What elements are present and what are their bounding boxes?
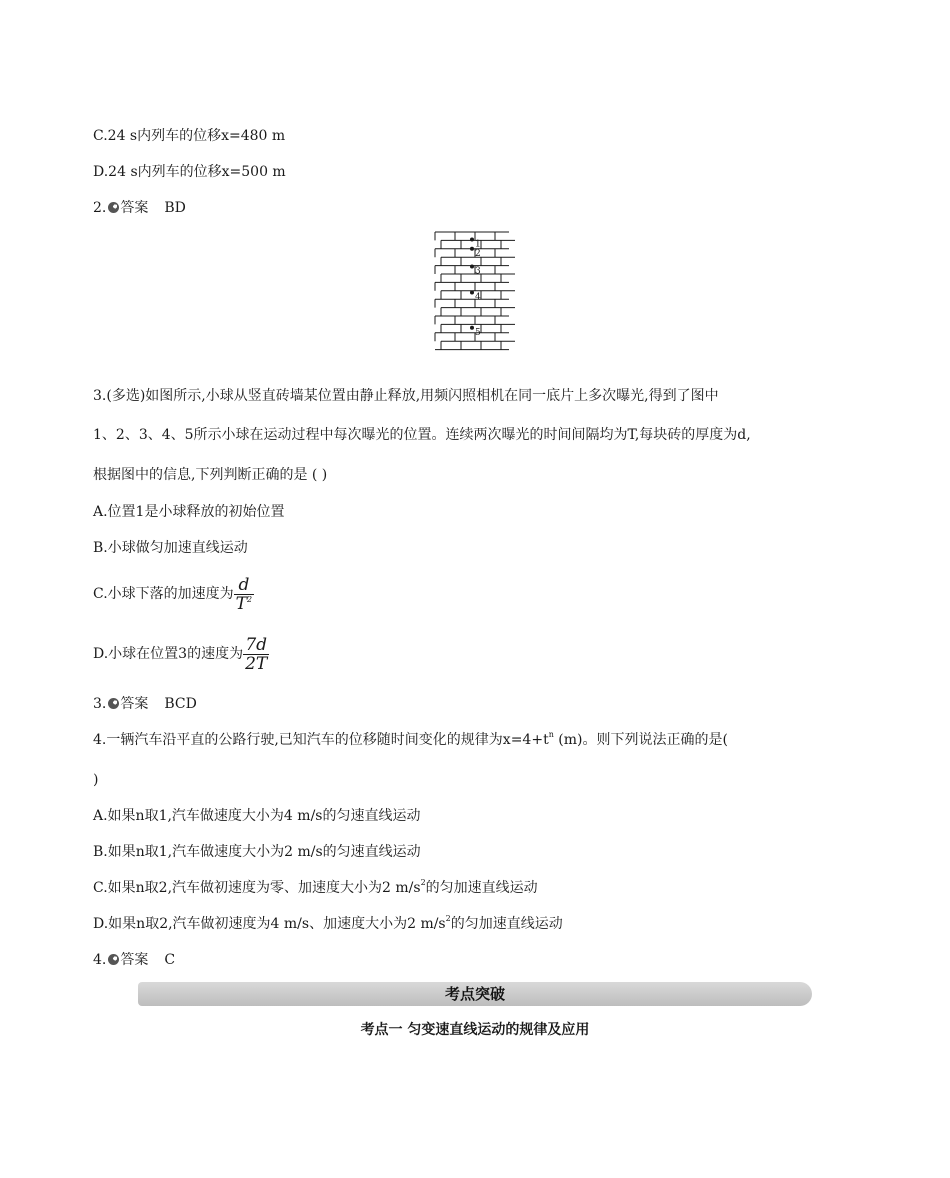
fraction-7d-over-2t: $\frac{7d}{2T}$ [245,634,268,674]
ball-position-4 [470,290,474,294]
answer-3-label: 答案 [120,696,149,712]
q4-option-c: C.如果n取2,汽车做初速度为零、加速度大小为2 $m/s^2$的匀加速直线运动 [93,878,538,896]
ball-label-1: 1 [475,239,481,250]
fraction-d-over-t-squared: $\frac{d}{T^2}$ [235,574,253,614]
q1-option-d: D.24 s内列车的位移x=500 m [93,164,286,180]
answer-4-value: C [164,952,176,968]
q4-option-a: A.如果n取1,汽车做速度大小为4 m/s的匀速直线运动 [93,808,421,824]
ball-position-5 [470,326,474,330]
answer-2-label: 答案 [120,200,149,216]
section-banner: 考点突破 [138,982,812,1006]
q3-option-d [93,632,269,676]
answer-3-number: 3. [93,696,107,712]
q3-stem-line-1: 3.(多选)如图所示,小球从竖直砖墙某位置由静止释放,用频闪照相机在同一底片上多次曝光,得到了图中 [93,388,719,404]
q3-option-a: A.位置1是小球释放的初始位置 [93,504,285,520]
section-subheading: 考点一 匀变速直线运动的规律及应用 [360,1022,590,1038]
q3-option-c [93,572,254,616]
answer-4 [93,950,175,970]
answer-icon [108,698,119,709]
ball-label-3: 3 [475,266,481,277]
ball-label-5: 5 [475,327,481,338]
ball-label-4: 4 [475,292,481,303]
q4-stem-line-2: ) [93,772,99,788]
q1-option-c: C.24 s内列车的位移x=480 m [93,128,286,144]
answer-4-number: 4. [93,952,107,968]
ball-position-3 [470,264,474,268]
q4-option-d: D.如果n取2,汽车做初速度为4 m/s、加速度大小为2 $m/s^2$的匀加速直线运动 [93,914,563,932]
answer-3 [93,694,197,714]
answer-icon [108,954,119,965]
q3-stem-line-2: 1、2、3、4、5所示小球在运动过程中每次曝光的位置。连续两次曝光的时间间隔均为T,每块砖的厚度为d, [93,427,751,443]
answer-2-number: 2. [93,200,107,216]
answer-3-value: BCD [164,696,197,712]
answer-icon [108,202,119,213]
ball-position-1 [470,238,474,242]
q3-option-b: B.小球做匀加速直线运动 [93,540,248,556]
answer-4-label: 答案 [120,952,149,968]
q3-option-d-text: D.小球在位置3的速度为 [93,646,244,662]
q3-option-c-text: C.小球下落的加速度为 [93,586,234,602]
q3-stem-line-3: 根据图中的信息,下列判断正确的是 ( ) [93,467,328,483]
answer-2-value: BD [164,200,186,216]
brick-wall-figure [433,230,518,354]
q4-stem-line-1: 4.一辆汽车沿平直的公路行驶,已知汽车的位移随时间变化的规律为$x=4+t^n$ (m)。则下列说法正确的是( [93,730,728,748]
q4-option-b: B.如果n取1,汽车做速度大小为2 m/s的匀速直线运动 [93,844,421,860]
ball-position-2 [470,247,474,251]
ball-label-2: 2 [475,248,481,259]
answer-2 [93,198,186,218]
